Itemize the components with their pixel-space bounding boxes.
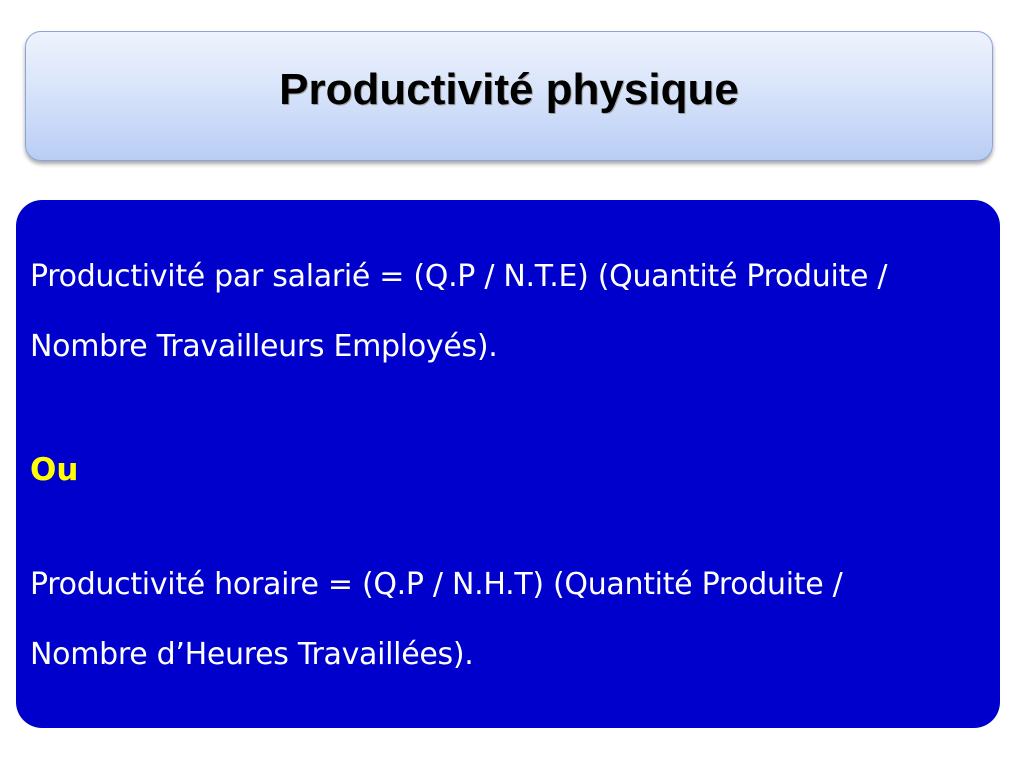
productivity-per-employee-definition: Productivité par salarié = (Q.P / N.T.E) (Quantité Produite / Nombre Travailleurs Employés). xyxy=(30,259,888,364)
slide-title: Productivité physique xyxy=(279,65,739,114)
content-panel xyxy=(16,200,1000,728)
title-banner xyxy=(25,31,993,161)
hourly-productivity-definition: Productivité horaire = (Q.P / N.H.T) (Quantité Produite / Nombre d’Heures Travaillées). xyxy=(30,567,843,672)
or-separator: Ou xyxy=(30,452,79,488)
